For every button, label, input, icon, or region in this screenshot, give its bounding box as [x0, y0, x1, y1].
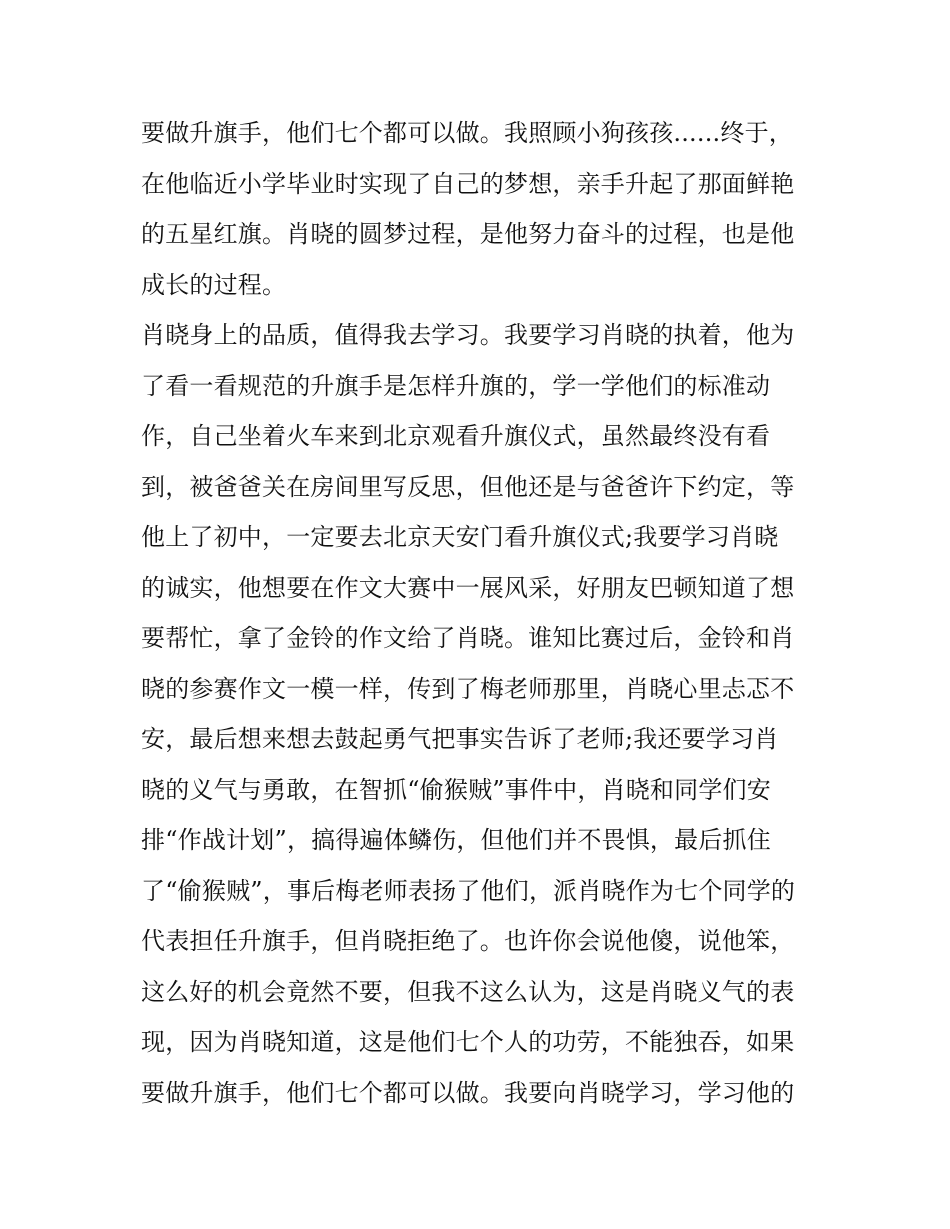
text-line: 在他临近小学毕业时实现了自己的梦想，亲手升起了那面鲜艳: [141, 169, 795, 198]
text-line: 的五星红旗。肖晓的圆梦过程，是他努力奋斗的过程，也是他: [141, 220, 795, 248]
document-body: [141, 108, 821, 1118]
text-line: 肖晓身上的品质，值得我去学习。我要学习肖晓的执着，他为: [141, 321, 795, 349]
text-line: 晓的参赛作文一模一样，传到了梅老师那里，肖晓心里忐忑不: [141, 674, 795, 703]
text-line: 代表担任升旗手，但肖晓拒绝了。也许你会说他傻，说他笨，: [141, 927, 795, 955]
text-line: 要做升旗手，他们七个都可以做。我照顾小狗孩孩......终于，: [141, 119, 793, 147]
text-line: 了“偷猴贼”，事后梅老师表扬了他们，派肖晓作为七个同学的: [141, 876, 796, 905]
text-line: 这么好的机会竟然不要，但我不这么认为，这是肖晓义气的表: [141, 977, 795, 1006]
text-line: 安，最后想来想去鼓起勇气把事实告诉了老师;我还要学习肖: [141, 725, 779, 753]
text-line: 他上了初中，一定要去北京天安门看升旗仪式;我要学习肖晓: [141, 523, 779, 551]
text-line: 成长的过程。: [141, 270, 287, 299]
text-line: 要做升旗手，他们七个都可以做。我要向肖晓学习，学习他的: [141, 1078, 795, 1107]
text-line: 要帮忙，拿了金铃的作文给了肖晓。谁知比赛过后，金铃和肖: [141, 624, 795, 652]
text-line: 了看一看规范的升旗手是怎样升旗的，学一学他们的标准动: [141, 371, 771, 400]
text-line: 的诚实，他想要在作文大赛中一展风采，好朋友巴顿知道了想: [141, 573, 795, 602]
text-line: 现，因为肖晓知道，这是他们七个人的功劳，不能独吞，如果: [141, 1028, 795, 1056]
text-line: 作，自己坐着火车来到北京观看升旗仪式，虽然最终没有看: [141, 422, 771, 450]
text-line: 到，被爸爸关在房间里写反思，但他还是与爸爸许下约定，等: [141, 472, 795, 501]
text-line: 晓的义气与勇敢，在智抓“偷猴贼”事件中，肖晓和同学们安: [141, 775, 771, 804]
text-line: 排“作战计划”，搞得遍体鳞伤，但他们并不畏惧，最后抓住: [141, 826, 771, 854]
